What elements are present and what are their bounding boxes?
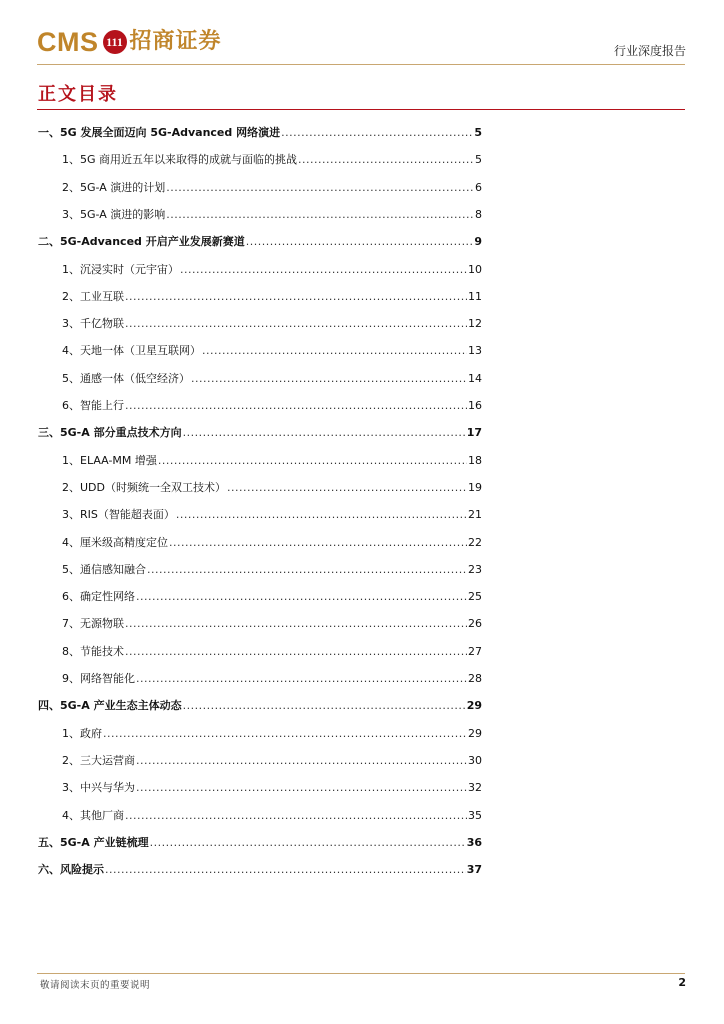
toc-entry-page: 11: [468, 289, 482, 303]
toc-leader-dots: [150, 836, 466, 850]
toc-entry-label: 4、厘米级高精度定位: [62, 535, 168, 549]
cms-logo: [37, 26, 222, 58]
toc-subsection-entry[interactable]: [62, 532, 482, 550]
toc-leader-dots: [227, 481, 467, 495]
toc-subsection-entry[interactable]: [62, 177, 482, 195]
toc-entry-page: 8: [475, 207, 482, 221]
toc-subsection-entry[interactable]: [62, 559, 482, 577]
toc-subsection-entry[interactable]: [62, 805, 482, 823]
toc-subsection-entry[interactable]: [62, 586, 482, 604]
toc-leader-dots: [136, 754, 467, 768]
toc-leader-dots: [125, 645, 467, 659]
toc-leader-dots: [183, 426, 466, 440]
toc-leader-dots: [166, 208, 474, 222]
toc-entry-label: 3、5G-A 演进的影响: [62, 207, 166, 221]
toc-entry-page: 26: [468, 617, 482, 631]
toc-entry-label: 1、政府: [62, 726, 102, 740]
toc-subsection-entry[interactable]: [62, 395, 482, 413]
toc-entry-page: 37: [466, 863, 482, 877]
toc-leader-dots: [246, 235, 474, 249]
toc-title: 正文目录: [38, 84, 118, 105]
toc-section-entry[interactable]: [38, 122, 482, 140]
toc-entry-page: 5: [475, 153, 482, 167]
toc-entry-page: 36: [466, 835, 482, 849]
toc-subsection-entry[interactable]: [62, 368, 482, 386]
toc-entry-label: 2、5G-A 演进的计划: [62, 180, 166, 194]
toc-entry-page: 17: [466, 426, 482, 440]
toc-leader-dots: [103, 727, 467, 741]
toc-entry-page: 35: [468, 808, 482, 822]
toc-leader-dots: [125, 617, 467, 631]
toc-entry-label: 1、沉浸实时（元宇宙）: [62, 262, 179, 276]
toc-section-entry[interactable]: [38, 231, 482, 249]
toc-entry-page: 16: [468, 399, 482, 412]
toc-entry-page: 5: [474, 126, 482, 139]
toc-leader-dots: [105, 863, 466, 877]
footer-divider: [37, 973, 685, 974]
toc-section-entry[interactable]: [38, 422, 482, 440]
toc-subsection-entry[interactable]: [62, 477, 482, 495]
toc-subsection-entry[interactable]: [62, 313, 482, 331]
toc-leader-dots: [191, 372, 467, 386]
toc-entry-label: 5、通信感知融合: [62, 562, 146, 576]
toc-section-entry[interactable]: [38, 832, 482, 850]
toc-section-entry[interactable]: [38, 695, 482, 713]
toc-entry-label: 一、5G 发展全面迈向 5G-Advanced 网络演进: [38, 126, 281, 139]
toc-entry-page: 27: [468, 644, 482, 658]
toc-entry-page: 29: [468, 726, 482, 740]
toc-entry-label: 六、风险提示: [38, 863, 104, 877]
toc-leader-dots: [298, 153, 474, 167]
report-type-label: 行业深度报告: [613, 44, 686, 58]
toc-subsection-entry[interactable]: [62, 613, 482, 631]
toc-entry-label: 2、工业互联: [62, 289, 124, 303]
toc-entry-label: 4、其他厂商: [62, 808, 124, 822]
toc-entry-page: 32: [468, 781, 482, 795]
toc-entry-page: 22: [468, 535, 482, 549]
toc-entry-label: 3、RIS（智能超表面）: [62, 508, 175, 522]
toc-leader-dots: [202, 344, 467, 358]
toc-leader-dots: [136, 672, 467, 686]
toc-entry-label: 6、确定性网络: [62, 590, 135, 604]
toc-title-divider: [37, 109, 685, 110]
toc-leader-dots: [125, 290, 467, 304]
logo-company-name: 招商证券: [129, 29, 222, 54]
toc-entry-label: 5、通感一体（低空经济）: [62, 371, 190, 385]
toc-entry-page: 6: [475, 180, 482, 194]
toc-entry-label: 3、中兴与华为: [62, 781, 135, 795]
toc-entry-page: 21: [468, 508, 482, 522]
toc-entry-label: 8、节能技术: [62, 644, 124, 658]
toc-entry-page: 29: [466, 699, 482, 713]
toc-leader-dots: [158, 454, 467, 468]
toc-entry-label: 1、5G 商用近五年以来取得的成就与面临的挑战: [62, 153, 298, 167]
toc-entry-page: 13: [468, 344, 482, 358]
toc-leader-dots: [169, 536, 467, 550]
toc-leader-dots: [166, 181, 474, 195]
toc-leader-dots: [176, 508, 467, 522]
logo-emblem-icon: 111: [103, 30, 127, 54]
logo-cms-text: CMS: [37, 26, 99, 57]
toc-entry-label: 7、无源物联: [62, 617, 124, 631]
toc-subsection-entry[interactable]: [62, 450, 482, 468]
toc-subsection-entry[interactable]: [62, 723, 482, 741]
toc-leader-dots: [125, 317, 467, 331]
toc-entry-page: 19: [468, 480, 482, 494]
toc-subsection-entry[interactable]: [62, 777, 482, 795]
footer-disclaimer: 敬请阅读末页的重要说明: [40, 980, 151, 991]
toc-entry-label: 2、三大运营商: [62, 753, 135, 767]
toc-entry-page: 25: [468, 590, 482, 604]
toc-entry-label: 9、网络智能化: [62, 672, 135, 685]
toc-subsection-entry[interactable]: [62, 149, 482, 167]
toc-subsection-entry[interactable]: [62, 750, 482, 768]
footer-page-number: 2: [678, 976, 686, 989]
toc-entry-page: 12: [468, 317, 482, 331]
page-header: [0, 0, 724, 70]
toc-leader-dots: [125, 809, 467, 823]
toc-subsection-entry[interactable]: [62, 504, 482, 522]
toc-entry-label: 3、千亿物联: [62, 317, 124, 331]
toc-subsection-entry[interactable]: [62, 668, 482, 686]
toc-entry-page: 23: [468, 562, 482, 576]
toc-subsection-entry[interactable]: [62, 286, 482, 304]
toc-leader-dots: [180, 263, 467, 277]
toc-entry-label: 四、5G-A 产业生态主体动态: [38, 699, 182, 713]
toc-leader-dots: [183, 699, 466, 713]
toc-leader-dots: [125, 399, 467, 413]
toc-leader-dots: [136, 781, 467, 795]
toc-entry-page: 28: [468, 672, 482, 685]
toc-leader-dots: [136, 590, 467, 604]
toc-entry-label: 二、5G-Advanced 开启产业发展新赛道: [38, 235, 245, 249]
toc-subsection-entry[interactable]: [62, 641, 482, 659]
toc-entry-label: 三、5G-A 部分重点技术方向: [38, 426, 182, 440]
toc-subsection-entry[interactable]: [62, 340, 482, 358]
toc-subsection-entry[interactable]: [62, 259, 482, 277]
toc-entry-page: 9: [474, 235, 482, 249]
toc-leader-dots: [281, 126, 473, 140]
toc-entry-label: 2、UDD（时频统一全双工技术）: [62, 480, 226, 494]
toc-section-entry[interactable]: [38, 859, 482, 877]
toc-entry-label: 五、5G-A 产业链梳理: [38, 835, 149, 849]
toc-entry-label: 1、ELAA-MM 增强: [62, 453, 157, 467]
header-divider: [37, 64, 685, 65]
toc-entry-page: 14: [468, 371, 482, 385]
toc-entry-label: 6、智能上行: [62, 399, 124, 412]
toc-entry-label: 4、天地一体（卫星互联网）: [62, 344, 201, 358]
toc-entry-page: 30: [468, 753, 482, 767]
toc-subsection-entry[interactable]: [62, 204, 482, 222]
toc-entry-page: 10: [468, 262, 482, 276]
toc-leader-dots: [147, 563, 467, 577]
toc-entry-page: 18: [468, 453, 482, 467]
